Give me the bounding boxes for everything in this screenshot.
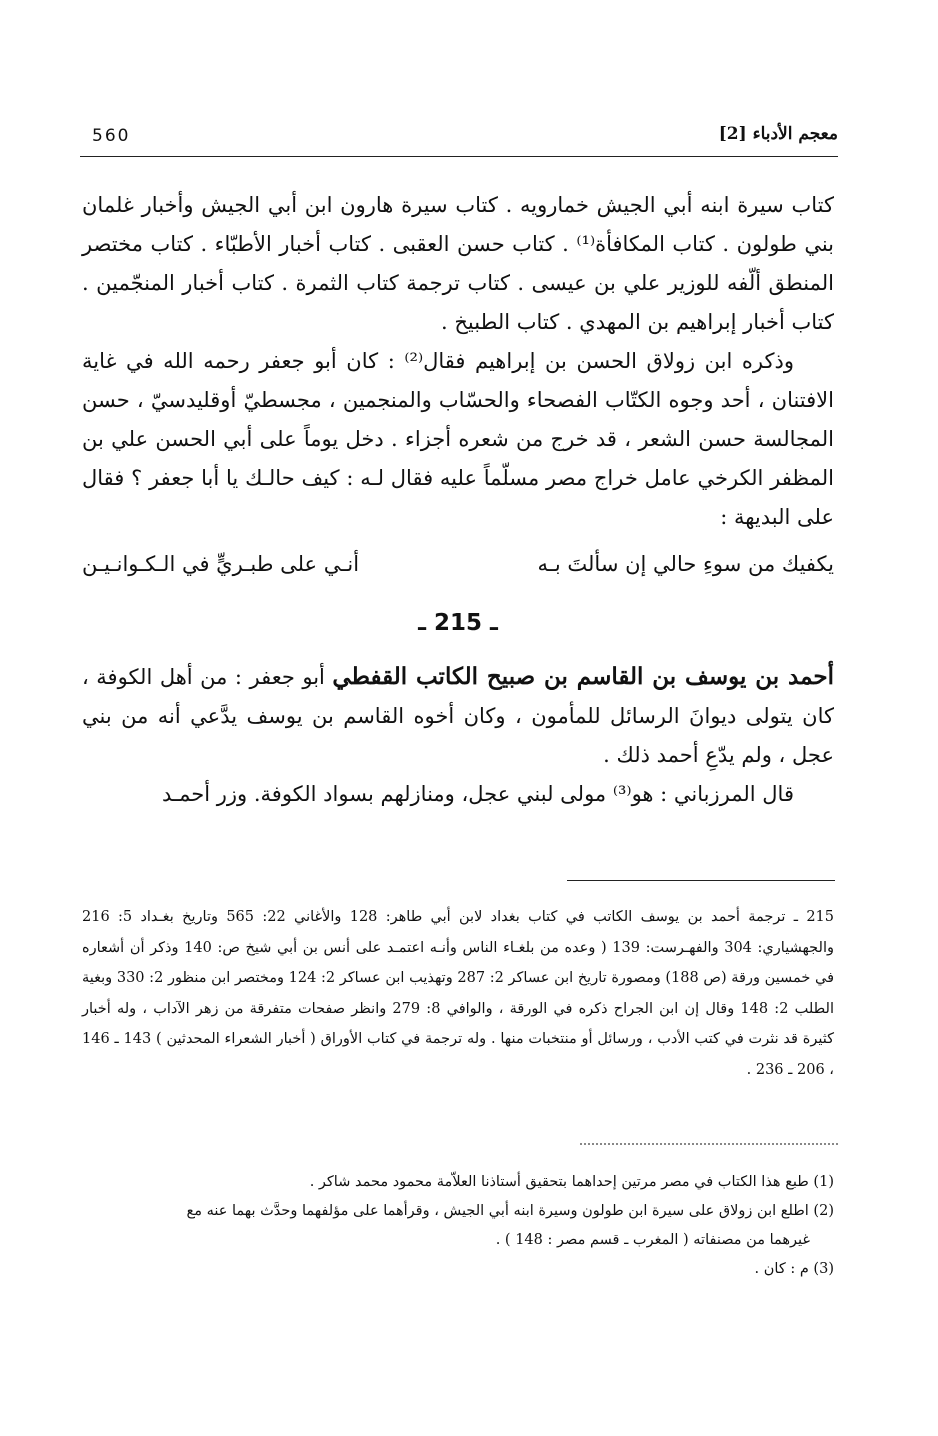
poetry-verse [82, 545, 834, 584]
text-line: أخبار المنجّمين . كتاب أخبار إبراهيم بن المهدي . كتاب الطبيخ . [82, 271, 834, 334]
note-line: بغـداد 5: 216 والجهشياري: 304 والفهـرست: 139 ( وعده من بلغـاء الناس وأنـه اعتمـد على [82, 909, 834, 956]
sources-paragraph [82, 902, 834, 1085]
text-line: قال المرزباني : هو⁽³⁾ مولى لبني عجل، ومنازلهم بسواد الكوفة. وزر أحمـد [161, 782, 794, 806]
entry-name: أحمد بن يوسف بن القاسم بن صبيح الكاتب القفطي [332, 663, 834, 690]
entry-number: ـ 215 ـ [418, 610, 498, 636]
note-line: كثيرة قد نثرت في كتب الأدب ، ورسائل أو منتخبات منها . وله ترجمة في كتاب الأوراق ( أخبار [276, 1031, 835, 1047]
text-line: علي بن المظفر الكرخي عامل خراج مصر مسلّماً عليه فقال لـه : كيف حالـك يا [82, 427, 834, 490]
footnote-rule [567, 880, 835, 881]
text-line: من بني عجل ، ولم يدّعِ أحمد ذلك . [82, 704, 834, 767]
text-line: وذكره ابن زولاق الحسن بن إبراهيم فقال⁽²⁾ : كان أبو جعفر رحمه الله في غاية [82, 349, 794, 373]
entry-intro: أبو جعفر : من أهل [159, 665, 333, 689]
verse-second-hemistich: أنـي على طبـريٍّ في الـكـوانـيـن [82, 552, 360, 576]
paragraph-ibn-zulaq [82, 342, 834, 537]
page-header [80, 122, 838, 152]
text-line: غلمان بني طولون . كتاب المكافأة⁽¹⁾ . كتاب حسن العقبى . كتاب أخبار الأطبّاء . [82, 193, 834, 256]
text-line: حسن المجالسة حسن الشعر ، قد خرج من شعره أجزاء . دخل يوماً على أبي الحسن [82, 388, 834, 451]
page-number: 560 [92, 126, 131, 146]
text-line: الكوفة ، كان يتولى ديوانَ الرسائل للمأمون ، وكان أخوه القاسم بن يوسف يدَّعي أنه [82, 665, 834, 728]
dotted-separator [580, 1143, 838, 1145]
footnote-2: (2) اطلع ابن زولاق على سيرة ابن طولون وسيرة ابنه أبي الجيش ، وقرأهما على مؤلفهما وحدَّث بهما عنه مع [186, 1203, 834, 1219]
footnote-1: (1) طبع هذا الكتاب في مصر مرتين إحداهما بتحقيق أستاذنا العلاّمة محمود محمد شاكر . [309, 1174, 834, 1190]
footnote-3: (3) م : كان . [754, 1261, 834, 1277]
paragraph-books [82, 186, 834, 342]
text-line: الافتنان ، أحد وجوه الكتّاب الفصحاء والحسّاب والمنجمين ، مجسطيّ أوقليدسيّ ، [136, 388, 834, 412]
entry-paragraph [82, 657, 834, 775]
running-title: معجم الأدباء [2] [718, 124, 838, 144]
note-line: 215 ـ ترجمة أحمد بن يوسف الكاتب في كتاب بغداد لابن أبي طاهر: 128 والأغاني 22: 565 وتاريخ [182, 909, 834, 925]
note-line: ابن الجراح ذكره في الورقة ، والوافي 8: 279 وانظر صفحات متفرقة من زهر الآداب ، وله أخبار [82, 1000, 679, 1017]
text-line: أبا جعفر ؟ فقال على البديهة : [82, 466, 834, 529]
verse-first-hemistich: يكفيك من سوءِ حالي إن سألتَ بـه [537, 552, 834, 576]
text-line: كتاب سيرة ابنه أبي الجيش خمارويه . كتاب سيرة هارون ابن أبي الجيش وأخبار [141, 193, 834, 217]
note-line: 2: 287 وتهذيب ابن عساكر 2: 124 ومختصر ابن منظور 2: 330 وبغية الطلب 2: 148 وقال إن [82, 970, 834, 1017]
note-line: الشعراء المحدثين ) 143 ـ 146 ، 206 ـ 236 . [82, 1031, 834, 1078]
main-text [82, 186, 834, 814]
text-line: كتاب مختصر المنطق ألّفه للوزير علي بن عيسى . كتاب ترجمة كتاب الثمرة . كتاب [82, 232, 834, 295]
biography-sources [82, 902, 834, 1085]
note-line: أنس بن أبي شيخ ص: 140 وذكر أن أشعاره في خمسين ورقة (ص 188) ومصورة تاريخ ابن عساكر [82, 939, 834, 986]
header-rule [80, 156, 838, 157]
paragraph-marzubani [82, 775, 834, 814]
footnotes [82, 1168, 834, 1284]
footnote-2-continued: غيرهما من مصنفاته ( المغرب ـ قسم مصر : 148 ) . [495, 1232, 810, 1248]
